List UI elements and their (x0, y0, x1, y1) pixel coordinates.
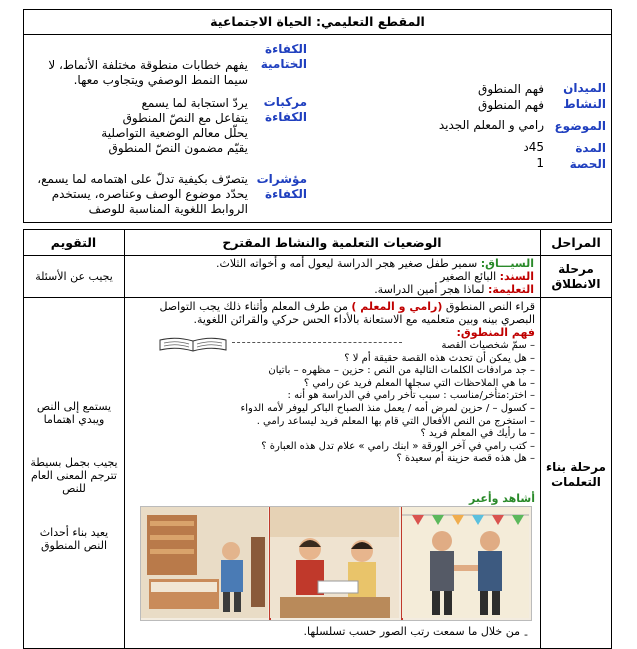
launch-evaluation: يجيب عن الأسئلة (35, 270, 113, 283)
competence-line2: سيما النمط الوصفي ويتجاوب معها. (73, 73, 248, 87)
question-item: – ما هي الملاحظات التي سجلها المعلم فريد عن رامي ؟ (303, 377, 535, 389)
question-item: – ما رأيك في المعلم فريد ؟ (420, 428, 535, 440)
children-illustration (270, 507, 399, 618)
info-labels (548, 80, 606, 172)
last-item-text: من خلال ما سمعت رتب الصور حسب تسلسلها. (303, 625, 520, 638)
header-situations: الوضعيات التعلمية والنشاط المقترح (222, 235, 442, 250)
intro-line2: البصري بينه وبين متعلميه مع الاستعانة بالأداء الحس حركي والقرائن اللغوية. (193, 313, 535, 326)
context-line (130, 257, 534, 270)
instruction-text: لماذا هجر أمين الدراسة. (374, 283, 485, 296)
context-label: السيـــاق: (480, 257, 534, 270)
indicators-label-line1: مؤشرات (256, 172, 307, 186)
questions-list (130, 340, 535, 466)
components-label (250, 95, 307, 125)
col-divider-left (124, 229, 125, 649)
handshake-illustration (402, 507, 529, 618)
duration-value: 45د (523, 140, 544, 154)
competence-line1: يفهم خطابات منطوقة مختلفة الأنماط، لا (48, 58, 248, 72)
question-item: – كسول – / حزين لمرض أمه / يعمل منذ الصباح الباكر ليوفر لأمه الدواء (240, 402, 535, 414)
session-value: 1 (536, 156, 544, 170)
session-label: الحصة (569, 157, 606, 171)
build-stage-line1: مرحلة بناء (546, 460, 606, 474)
indicators-list (30, 172, 248, 217)
question-item: – جد مرادفات الكلمات التالية من النص : حزين – مظهره – باتيان (268, 365, 535, 377)
question-item: – هل يمكن أن تحدث هذه القصة حقيقة أم لا ؟ (344, 352, 535, 364)
intro-highlight: (رامي و المعلم ) (351, 300, 443, 313)
indicators-label-line2: الكفاءة (265, 187, 307, 201)
header-stages: المراحل (551, 235, 601, 250)
component-item: يردّ استجابة لما يسمع (141, 96, 248, 110)
intro-part2: من طرف المعلم وأثناء ذلك يجب التواصل (159, 300, 348, 313)
launch-stage (540, 262, 612, 292)
components-label-line1: مركبات (263, 95, 307, 109)
indicator-item: يتصرّف بكيفية تدلّ على اهتمامه لما يسمع، (37, 172, 248, 186)
field-value: فهم المنطوق (478, 82, 544, 96)
component-item: يحلّل معالم الوضعية التواصلية (101, 126, 248, 140)
instruction-label: التعليمة: (487, 283, 534, 296)
header-evaluation: التقويم (50, 235, 97, 250)
topic-label: الموضوع (554, 119, 606, 133)
support-line (130, 270, 534, 283)
unit-title: المقطع التعليمي: الحياة الاجتماعية (210, 14, 425, 29)
question-item: – استخرج من النص الأفعال التي قام بها المعلم فريد ليساعد رامي . (256, 415, 535, 427)
top-table-divider (23, 34, 612, 35)
build-stage (540, 460, 612, 490)
instruction-line (130, 283, 534, 296)
indicator-item: الروابط اللغوية المناسبة للوصف (88, 202, 248, 216)
field-label: الميدان (563, 81, 606, 95)
intro-line1 (130, 300, 535, 313)
info-values (420, 81, 544, 171)
launch-stage-line1: مرحلة (558, 262, 594, 276)
components-label-line2: الكفاءة (265, 110, 307, 124)
header-divider (23, 255, 612, 256)
build-evaluation-1: يستمع إلى النص ويبدي اهتماما (36, 400, 112, 426)
competence-label-line2: الختامية (260, 57, 307, 71)
observe-title: أشاهد وأعبر (469, 492, 535, 505)
indicators-label (250, 172, 307, 202)
col-divider-right (540, 229, 541, 649)
shop-illustration (141, 507, 268, 618)
component-item: يقيّم مضمون النصّ المنطوق (108, 141, 248, 155)
build-evaluation-3: يعيد بناء أحداث النص المنطوق (39, 526, 109, 552)
competence-label-line1: الكفاءة (265, 42, 307, 56)
competence-label (250, 42, 307, 72)
context-text: سمير طفل صغير هجر الدراسة ليعول أمه و أخواته الثلاث. (216, 257, 478, 270)
competence-text (30, 58, 248, 88)
indicator-item: يحدّد موضوع الوصف وعناصره، يستخدم (51, 187, 248, 201)
build-evaluation-2: يجيب بجمل بسيطة تترجم المعنى العام للنص (30, 456, 118, 495)
components-list (60, 96, 248, 156)
question-item: – كتب رامي في آخر الورقة « ابنك رامي » علام تدل هذه العبارة ؟ (261, 440, 535, 452)
support-label: السند: (499, 270, 534, 283)
launch-divider (23, 297, 612, 298)
support-text: البائع الصغير (440, 270, 497, 283)
topic-value: رامي و المعلم الجديد (438, 118, 544, 132)
build-stage-line2: التعلمات (551, 475, 601, 489)
understanding-title: فهم المنطوق: (456, 326, 535, 339)
duration-label: المدة (575, 141, 606, 155)
bullet-icon: - (524, 628, 528, 641)
intro-part1: قراء النص المنطوق (445, 300, 535, 313)
build-intro (130, 300, 535, 339)
launch-stage-line2: الانطلاق (551, 277, 601, 291)
last-item (200, 625, 520, 638)
activity-label: النشاط (563, 97, 606, 111)
question-item: – هل هذه قصة حزينة أم سعيدة ؟ (396, 453, 535, 465)
component-item: يتفاعل مع النصّ المنطوق (122, 111, 248, 125)
question-item: – اختر:متأخر/مناسب : سبب تأخر رامي في الدراسة هو أنه : (287, 390, 535, 402)
launch-content (130, 257, 534, 296)
question-item: – سمّ شخصيات القصة (441, 340, 535, 351)
activity-value: فهم المنطوق (478, 98, 544, 112)
